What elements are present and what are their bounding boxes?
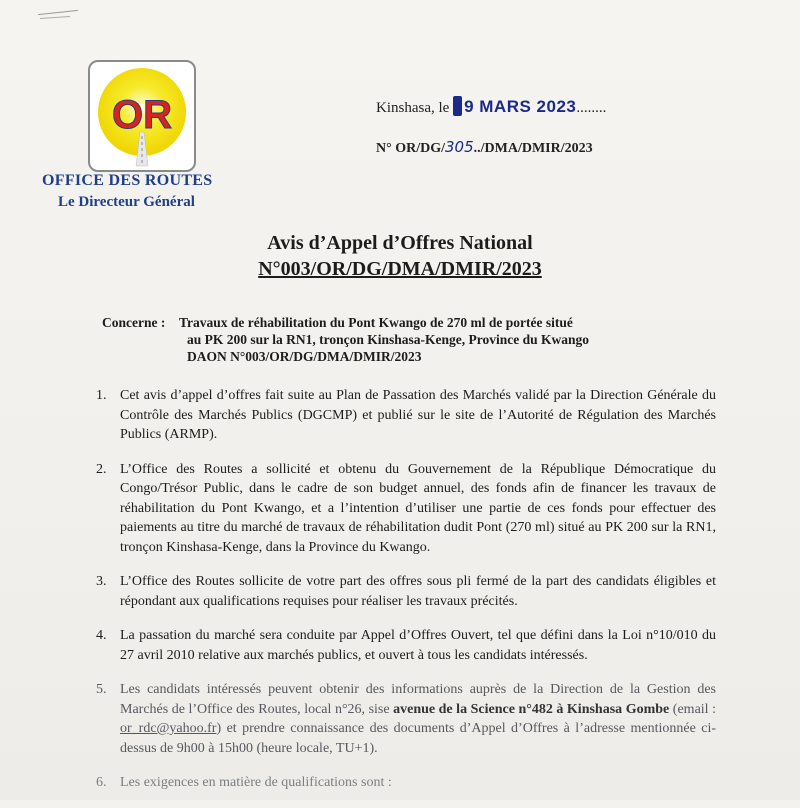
list-item — [96, 572, 716, 611]
notice-reference: N°003/OR/DG/DMA/DMIR/2023 — [258, 258, 542, 280]
item-number: 6. — [96, 775, 107, 790]
logo-emblem-icon — [90, 62, 194, 170]
item-text: L’Office des Routes a sollicité et obtenu du Gouvernement de la République Démocratique du Congo/Trésor Public, dans le cadre de son budget annuel, des fonds afin de financer les travaux de réhabilitation du Pont Kwango, et a l’intention d’utiliser une partie de ces fonds pour effectuer des paiements au titre du marché de travaux de réhabilitation dudit Pont (270 ml) situé au PK 200 sur la RN1, tronçon Kinshasa-Kenge, dans la Province du Kwango. — [120, 461, 716, 555]
logo-text: OR — [112, 93, 172, 137]
place-and-date — [376, 96, 606, 117]
subject-line: Travaux de réhabilitation du Pont Kwango de 270 ml de portée situé — [179, 315, 573, 330]
signatory-title: Le Directeur Général — [58, 194, 195, 210]
organization-name: OFFICE DES ROUTES — [42, 172, 213, 189]
office-des-routes-logo — [88, 60, 196, 172]
item-number: 5. — [96, 682, 107, 697]
list-item — [96, 680, 716, 758]
list-item — [96, 460, 716, 558]
item-text: ) et prendre connaissance des documents d’Appel d’Offres à l’adresse mentionnée ci-dessus de 9h00 à 15h00 (heure locale, TU+1). — [120, 721, 716, 756]
stamp-ink-icon — [453, 96, 462, 116]
list-item — [96, 386, 716, 445]
item-number: 1. — [96, 388, 107, 403]
item-text: Les candidats intéressés peuvent obtenir des informations auprès de la Direction de la Gestion des Marchés de l’Office des Routes, local n°26, sise — [120, 682, 716, 717]
scan-mark — [40, 16, 70, 19]
subject-line: DAON N°003/OR/DG/DMA/DMIR/2023 — [187, 349, 422, 364]
list-item — [96, 626, 716, 665]
scan-mark — [38, 10, 78, 15]
list-item — [96, 773, 716, 793]
date-stamp: 9 MARS 2023 — [453, 97, 576, 116]
numbered-paragraphs — [96, 386, 716, 808]
item-number: 4. — [96, 628, 107, 643]
ref-prefix: N° OR/DG/ — [376, 141, 445, 156]
ref-suffix: ../DMA/DMIR/2023 — [473, 141, 593, 156]
item-number: 3. — [96, 574, 107, 589]
place-label: Kinshasa, le — [376, 100, 454, 116]
item-text: L’Office des Routes sollicite de votre part des offres sous pli fermé de la part des candidats éligibles et répondant aux qualifications requises pour réaliser les travaux précités. — [120, 574, 716, 609]
ref-handwritten-number: 305 — [445, 138, 474, 156]
subject-line: au PK 200 sur la RN1, tronçon Kinshasa-Kenge, Province du Kwango — [187, 332, 590, 347]
address-bold: avenue de la Science n°482 à Kinshasa Gombe — [393, 701, 670, 717]
item-text: (email : — [669, 701, 716, 717]
item-number: 2. — [96, 461, 107, 477]
item-text: La passation du marché sera conduite par Appel d’Offres Ouvert, tel que défini dans la Loi n°10/010 du 27 avril 2010 relative aux marchés publics, et ouvert à tous les candidats intéressés. — [120, 628, 716, 663]
date-dots: ........ — [576, 100, 607, 116]
subject-label: Concerne : — [102, 315, 166, 330]
item-text: Les exigences en matière de qualifications sont : — [120, 775, 392, 790]
notice-title: Avis d’Appel d’Offres National — [267, 232, 533, 254]
reference-number — [376, 138, 593, 157]
email-link[interactable]: or_rdc@yahoo.fr — [120, 721, 217, 736]
item-text: Cet avis d’appel d’offres fait suite au Plan de Passation des Marchés validé par la Direction Générale du Contrôle des Marchés Publics (DGCMP) et publié sur le site de l’Autorité de Régulation des Marchés Publics (ARMP). — [120, 388, 716, 442]
